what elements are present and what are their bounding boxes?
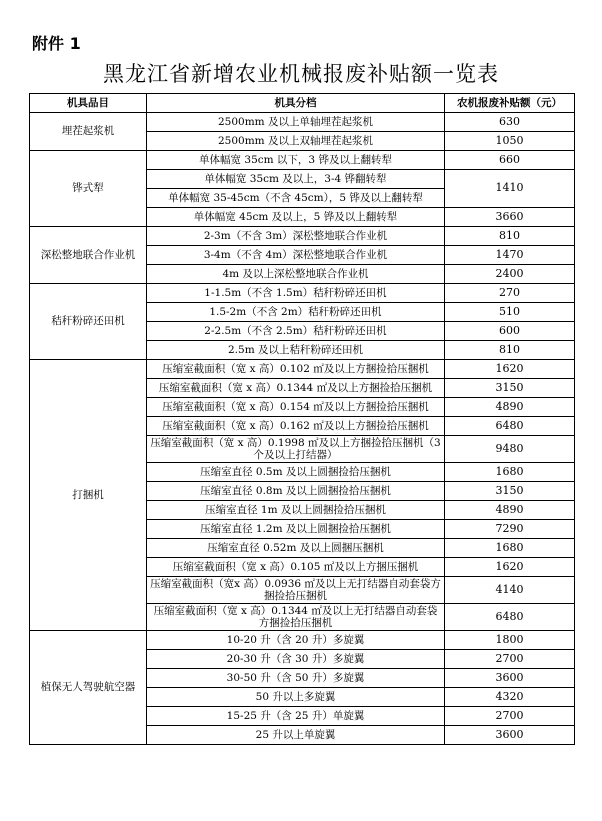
- spec-cell: 压缩室直径 1m 及以上圆捆捡拾压捆机: [147, 501, 445, 520]
- header-row: [30, 94, 575, 113]
- spec-cell: 单体幅宽 35cm 及以上，3-4 铧翻转犁: [147, 170, 445, 189]
- amount-cell: 7290: [445, 520, 575, 539]
- spec-cell: 2500mm 及以上双轴埋茬起浆机: [147, 132, 445, 151]
- spec-cell: 压缩室截面积（宽 x 高）0.105 ㎡及以上方捆压捆机: [147, 558, 445, 577]
- amount-cell: 1620: [445, 360, 575, 379]
- category-cell: 植保无人驾驶航空器: [30, 631, 147, 745]
- amount-cell: 4140: [445, 577, 575, 604]
- spec-cell: 单体幅宽 45cm 及以上，5 铧及以上翻转犁: [147, 208, 445, 227]
- table-row: [30, 151, 575, 170]
- category-cell: 深松整地联合作业机: [30, 227, 147, 284]
- table-row: [30, 360, 575, 379]
- spec-cell: 25 升以上单旋翼: [147, 726, 445, 745]
- table-row: [30, 631, 575, 650]
- spec-cell: 50 升以上多旋翼: [147, 688, 445, 707]
- amount-cell: 4890: [445, 398, 575, 417]
- amount-cell: 2400: [445, 265, 575, 284]
- spec-cell: 压缩室截面积（宽 x 高）0.162 ㎡及以上方捆捡拾压捆机: [147, 417, 445, 436]
- amount-cell: 3150: [445, 379, 575, 398]
- spec-cell: 4m 及以上深松整地联合作业机: [147, 265, 445, 284]
- category-cell: 埋茬起浆机: [30, 113, 147, 151]
- spec-cell: 压缩室截面积（宽 x 高）0.154 ㎡及以上方捆捡拾压捆机: [147, 398, 445, 417]
- spec-cell: 压缩室截面积（宽 x 高）0.1344 ㎡及以上无打结器自动套袋方捆捡拾压捆机: [147, 604, 445, 631]
- table-row: [30, 227, 575, 246]
- spec-cell: 压缩室直径 0.52m 及以上圆捆压捆机: [147, 539, 445, 558]
- amount-cell: 3150: [445, 482, 575, 501]
- amount-cell: 600: [445, 322, 575, 341]
- amount-cell: 630: [445, 113, 575, 132]
- page-title: 黑龙江省新增农业机械报废补贴额一览表: [103, 62, 499, 86]
- spec-cell: 压缩室直径 1.2m 及以上圆捆捡拾压捆机: [147, 520, 445, 539]
- amount-cell: 4320: [445, 688, 575, 707]
- spec-cell: 压缩室截面积（宽 x 高）0.1344 ㎡及以上方捆捡拾压捆机: [147, 379, 445, 398]
- spec-cell: 15-25 升（含 25 升）单旋翼: [147, 707, 445, 726]
- amount-cell: 810: [445, 227, 575, 246]
- spec-cell: 30-50 升（含 50 升）多旋翼: [147, 669, 445, 688]
- table-body: [30, 113, 575, 745]
- spec-cell: 单体幅宽 35-45cm（不含 45cm），5 铧及以上翻转犁: [147, 189, 445, 208]
- amount-cell: 1470: [445, 246, 575, 265]
- spec-cell: 压缩室截面积（宽 x 高）0.1998 ㎡及以上方捆捡拾压捆机（3 个及以上打结器）: [147, 436, 445, 463]
- amount-cell: 1050: [445, 132, 575, 151]
- amount-cell: 6480: [445, 604, 575, 631]
- spec-cell: 压缩室截面积（宽x 高）0.0936 ㎡及以上无打结器自动套袋方捆捡拾压捆机: [147, 577, 445, 604]
- subsidy-table: [29, 93, 575, 745]
- category-cell: 打捆机: [30, 360, 147, 631]
- spec-cell: 压缩室直径 0.5m 及以上圆捆捡拾压捆机: [147, 463, 445, 482]
- amount-cell: 2700: [445, 707, 575, 726]
- amount-cell: 3660: [445, 208, 575, 227]
- amount-cell: 810: [445, 341, 575, 360]
- amount-cell: 1800: [445, 631, 575, 650]
- table-row: [30, 284, 575, 303]
- amount-cell: 6480: [445, 417, 575, 436]
- spec-cell: 10-20 升（含 20 升）多旋翼: [147, 631, 445, 650]
- amount-cell: 1680: [445, 539, 575, 558]
- amount-cell: 9480: [445, 436, 575, 463]
- header-spec: 机具分档: [147, 94, 445, 113]
- spec-cell: 2.5m 及以上秸秆粉碎还田机: [147, 341, 445, 360]
- spec-cell: 1.5-2m（不含 2m）秸秆粉碎还田机: [147, 303, 445, 322]
- amount-cell: 270: [445, 284, 575, 303]
- amount-cell: 1620: [445, 558, 575, 577]
- spec-cell: 20-30 升（含 30 升）多旋翼: [147, 650, 445, 669]
- spec-cell: 1-1.5m（不含 1.5m）秸秆粉碎还田机: [147, 284, 445, 303]
- spec-cell: 2500mm 及以上单轴埋茬起浆机: [147, 113, 445, 132]
- spec-cell: 2-2.5m（不含 2.5m）秸秆粉碎还田机: [147, 322, 445, 341]
- attachment-label: 附件 1: [32, 34, 81, 53]
- amount-cell: 1680: [445, 463, 575, 482]
- header-category: 机具品目: [30, 94, 147, 113]
- amount-cell: 3600: [445, 726, 575, 745]
- amount-cell: 510: [445, 303, 575, 322]
- amount-cell: 2700: [445, 650, 575, 669]
- amount-cell: 4890: [445, 501, 575, 520]
- table-row: [30, 113, 575, 132]
- header-amount: 农机报废补贴额（元）: [445, 94, 575, 113]
- amount-cell: 3600: [445, 669, 575, 688]
- spec-cell: 3-4m（不含 4m）深松整地联合作业机: [147, 246, 445, 265]
- spec-cell: 压缩室直径 0.8m 及以上圆捆捡拾压捆机: [147, 482, 445, 501]
- amount-cell: 660: [445, 151, 575, 170]
- spec-cell: 压缩室截面积（宽 x 高）0.102 ㎡及以上方捆捡拾压捆机: [147, 360, 445, 379]
- category-cell: 秸秆粉碎还田机: [30, 284, 147, 360]
- amount-cell: 1410: [445, 170, 575, 208]
- spec-cell: 2-3m（不含 3m）深松整地联合作业机: [147, 227, 445, 246]
- category-cell: 铧式犁: [30, 151, 147, 227]
- spec-cell: 单体幅宽 35cm 以下，3 铧及以上翻转犁: [147, 151, 445, 170]
